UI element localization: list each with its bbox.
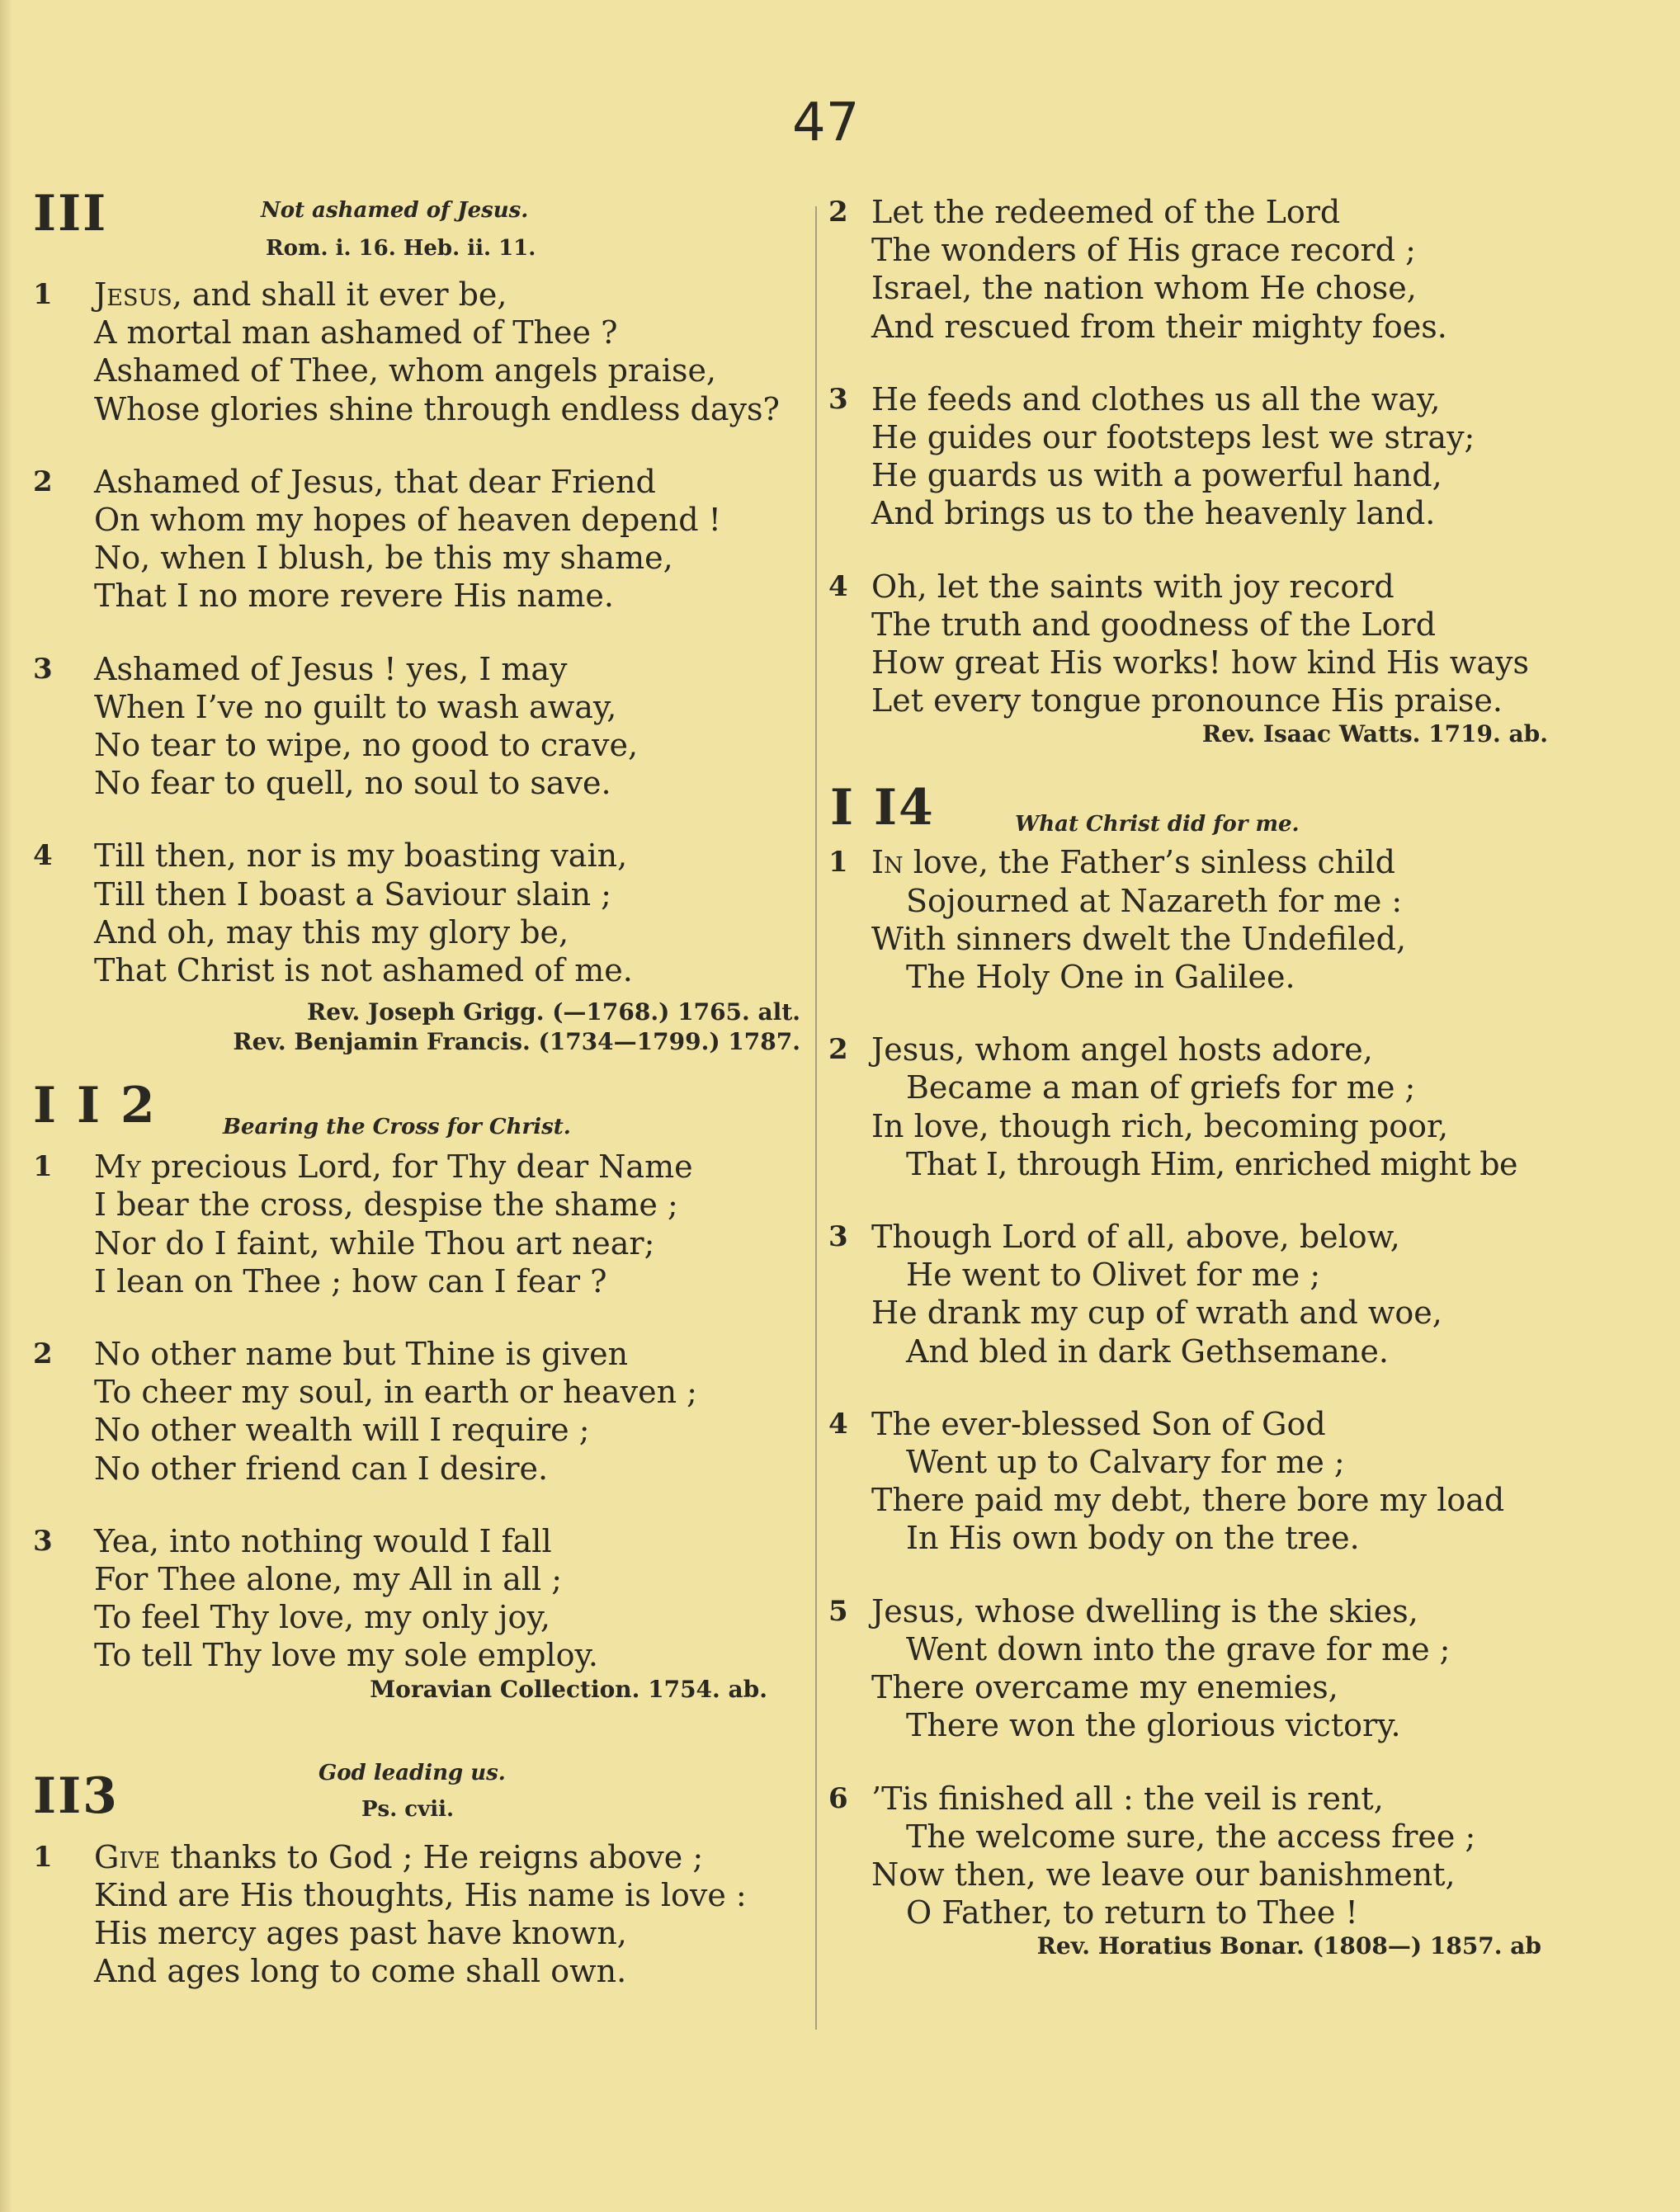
stanza-number: 3 xyxy=(828,1220,848,1254)
stanza-number: 3 xyxy=(828,382,848,416)
verse-line: How great His works! how kind His ways xyxy=(871,644,1529,682)
verse-line: And bled in dark Gethsemane. xyxy=(906,1332,1389,1370)
verse-line: No other name but Thine is given xyxy=(94,1336,629,1373)
verse-line: To tell Thy love my sole employ. xyxy=(94,1637,598,1674)
stanza-number: 4 xyxy=(33,839,53,873)
verse-line: The truth and goodness of the Lord xyxy=(871,606,1437,643)
stanza-number: 2 xyxy=(33,1337,53,1371)
verse-line: Yea, into nothing would I fall xyxy=(94,1522,552,1559)
verse-line: Give thanks to God ; He reigns above ; xyxy=(94,1838,704,1875)
verse-line: Went down into the grave for me ; xyxy=(906,1630,1451,1667)
stanza-number: 6 xyxy=(828,1781,848,1815)
verse-line: Became a man of griefs for me ; xyxy=(906,1069,1416,1106)
verse-line: Now then, we leave our banishment, xyxy=(871,1856,1456,1893)
stanza xyxy=(828,1592,1654,1745)
hymn-number: I I 2 xyxy=(33,1077,157,1135)
right-column xyxy=(828,193,1654,1961)
scripture-reference: Rom. i. 16. Heb. ii. 11. xyxy=(266,236,536,261)
stanza xyxy=(33,837,809,989)
hymn-title: Not ashamed of Jesus. xyxy=(261,198,529,223)
verse-line: Jesus, whom angel hosts adore, xyxy=(871,1031,1373,1068)
attribution: Rev. Isaac Watts. 1719. ab. xyxy=(1201,720,1548,748)
verse-line: He guides our footsteps lest we stray; xyxy=(871,419,1475,456)
stanza-number: 2 xyxy=(33,465,53,498)
stanza xyxy=(33,463,809,615)
verse-line: Ashamed of Jesus, that dear Friend xyxy=(94,463,656,500)
attribution: Moravian Collection. 1754. ab. xyxy=(370,1675,767,1703)
stanza-number: 3 xyxy=(33,1524,53,1558)
verse-line: In love, though rich, becoming poor, xyxy=(871,1107,1449,1144)
hymn-112-header xyxy=(33,1077,809,1148)
stanza-number: 5 xyxy=(828,1594,848,1628)
verse-line: No, when I blush, be this my shame, xyxy=(94,540,673,577)
verse-line: For Thee alone, my All in all ; xyxy=(94,1561,563,1598)
hymn-number: III xyxy=(33,185,108,243)
stanza xyxy=(828,1031,1654,1183)
stanza xyxy=(33,1522,809,1675)
stanza-number: 3 xyxy=(33,652,53,686)
stanza xyxy=(828,1780,1654,1932)
verse-line: And rescued from their mighty foes. xyxy=(871,308,1447,345)
verse-line: Israel, the nation whom He chose, xyxy=(871,270,1417,307)
stanza xyxy=(33,276,809,428)
first-word: Jesus xyxy=(94,276,172,313)
stanza xyxy=(828,568,1654,720)
page-edge xyxy=(0,0,12,2212)
verse-line: Sojourned at Nazareth for me : xyxy=(906,882,1403,919)
verse-line: He went to Olivet for me ; xyxy=(906,1257,1321,1294)
verse-line: There overcame my enemies, xyxy=(871,1669,1338,1706)
column-divider xyxy=(815,206,817,2030)
verse-line: He guards us with a powerful hand, xyxy=(871,457,1442,494)
verse-line: On whom my hopes of heaven depend ! xyxy=(94,502,721,539)
stanza xyxy=(33,1335,809,1488)
verse-line: My precious Lord, for Thy dear Name xyxy=(94,1148,693,1186)
verse-line: That Christ is not ashamed of me. xyxy=(94,952,633,989)
stanza-number: 4 xyxy=(828,1407,848,1441)
verse-line: Jesus, whose dwelling is the skies, xyxy=(871,1592,1418,1630)
verse-line: The ever-blessed Son of God xyxy=(871,1405,1326,1442)
verse-line: He feeds and clothes us all the way, xyxy=(871,380,1441,417)
verse-line: The welcome sure, the access free ; xyxy=(906,1818,1476,1855)
verse-line: He drank my cup of wrath and woe, xyxy=(871,1295,1442,1332)
hymn-title: God leading us. xyxy=(319,1760,506,1785)
hymn-number: I I4 xyxy=(830,779,935,837)
stanza xyxy=(828,380,1654,533)
verse-line: A mortal man ashamed of Thee ? xyxy=(94,314,618,351)
hymn-113-header xyxy=(33,1752,809,1838)
verse-line: Kind are His thoughts, His name is love : xyxy=(94,1876,747,1913)
stanza xyxy=(33,1838,809,1991)
attribution: Rev. Horatius Bonar. (1808—) 1857. ab xyxy=(1036,1932,1541,1960)
attribution: Rev. Joseph Grigg. (—1768.) 1765. alt. xyxy=(307,998,800,1026)
verse-line: O Father, to return to Thee ! xyxy=(906,1894,1358,1931)
hymn-title: What Christ did for me. xyxy=(1015,812,1300,837)
verse-line: When I’ve no guilt to wash away, xyxy=(94,688,617,725)
verse-line: In love, the Father’s sinless child xyxy=(871,844,1395,881)
verse-line: There won the glorious victory. xyxy=(906,1707,1401,1744)
stanza xyxy=(828,1218,1654,1370)
verse-line: Till then I boast a Saviour slain ; xyxy=(94,875,611,913)
stanza-number: 2 xyxy=(828,196,848,229)
verse-line: No fear to quell, no soul to save. xyxy=(94,765,611,802)
stanza xyxy=(828,843,1654,996)
hymn-number: II3 xyxy=(33,1766,119,1825)
first-word: In xyxy=(871,844,904,881)
stanza-number: 1 xyxy=(33,278,53,311)
verse-line: Oh, let the saints with joy record xyxy=(871,568,1394,605)
verse-line: His mercy ages past have known, xyxy=(94,1915,627,1952)
stanza-number: 1 xyxy=(33,1840,53,1874)
hymn-title: Bearing the Cross for Christ. xyxy=(223,1115,571,1140)
verse-line: Though Lord of all, above, below, xyxy=(871,1219,1400,1256)
verse-line: Till then, nor is my boasting vain, xyxy=(94,837,628,875)
verse-line: In His own body on the tree. xyxy=(906,1520,1360,1557)
verse-line: I lean on Thee ; how can I fear ? xyxy=(94,1262,607,1299)
hymn-114-header xyxy=(828,779,1654,843)
verse-line: That I no more revere His name. xyxy=(94,578,614,615)
verse-line: No other wealth will I require ; xyxy=(94,1412,590,1449)
verse-line: Nor do I faint, while Thou art near; xyxy=(94,1224,655,1262)
first-word: Give xyxy=(94,1838,161,1875)
verse-line: No other friend can I desire. xyxy=(94,1450,549,1487)
verse-line: To feel Thy love, my only joy, xyxy=(94,1599,550,1636)
verse-line: Let every tongue pronounce His praise. xyxy=(871,682,1503,719)
verse-line: Ashamed of Jesus ! yes, I may xyxy=(94,650,568,687)
stanza xyxy=(828,1405,1654,1558)
verse-line: Ashamed of Thee, whom angels praise, xyxy=(94,352,717,389)
verse-line: Whose glories shine through endless days? xyxy=(94,390,780,427)
left-column xyxy=(33,185,809,1991)
verse-line: Went up to Calvary for me ; xyxy=(906,1444,1345,1481)
verse-line: To cheer my soul, in earth or heaven ; xyxy=(94,1374,697,1411)
verse-line: The wonders of His grace record ; xyxy=(871,232,1416,269)
stanza xyxy=(828,193,1654,346)
verse-line: With sinners dwelt the Undefiled, xyxy=(871,920,1407,957)
verse-line: I bear the cross, despise the shame ; xyxy=(94,1186,678,1224)
verse-line: ’Tis finished all : the veil is rent, xyxy=(871,1780,1384,1817)
attribution: Rev. Benjamin Francis. (1734—1799.) 1787. xyxy=(233,1028,800,1056)
stanza xyxy=(33,650,809,803)
page-number: 47 xyxy=(792,92,860,153)
verse-line: Let the redeemed of the Lord xyxy=(871,194,1341,230)
stanza-number: 1 xyxy=(33,1150,53,1184)
stanza xyxy=(33,1148,809,1300)
hymn-111-header xyxy=(33,185,809,276)
verse-line: And brings us to the heavenly land. xyxy=(871,495,1436,532)
verse-line: There paid my debt, there bore my load xyxy=(871,1482,1505,1519)
stanza-number: 1 xyxy=(828,846,848,880)
verse-line: That I, through Him, enriched might be xyxy=(906,1145,1517,1182)
stanza-number: 4 xyxy=(828,569,848,603)
verse-line: The Holy One in Galilee. xyxy=(906,959,1295,996)
stanza-number: 2 xyxy=(828,1033,848,1067)
verse-line: No tear to wipe, no good to crave, xyxy=(94,727,639,764)
verse-line: And oh, may this my glory be, xyxy=(94,913,569,950)
verse-line: And ages long to come shall own. xyxy=(94,1953,627,1990)
first-word: My xyxy=(94,1148,141,1186)
verse-line: Jesus, and shall it ever be, xyxy=(94,276,507,313)
scripture-reference: Ps. cvii. xyxy=(361,1796,455,1822)
